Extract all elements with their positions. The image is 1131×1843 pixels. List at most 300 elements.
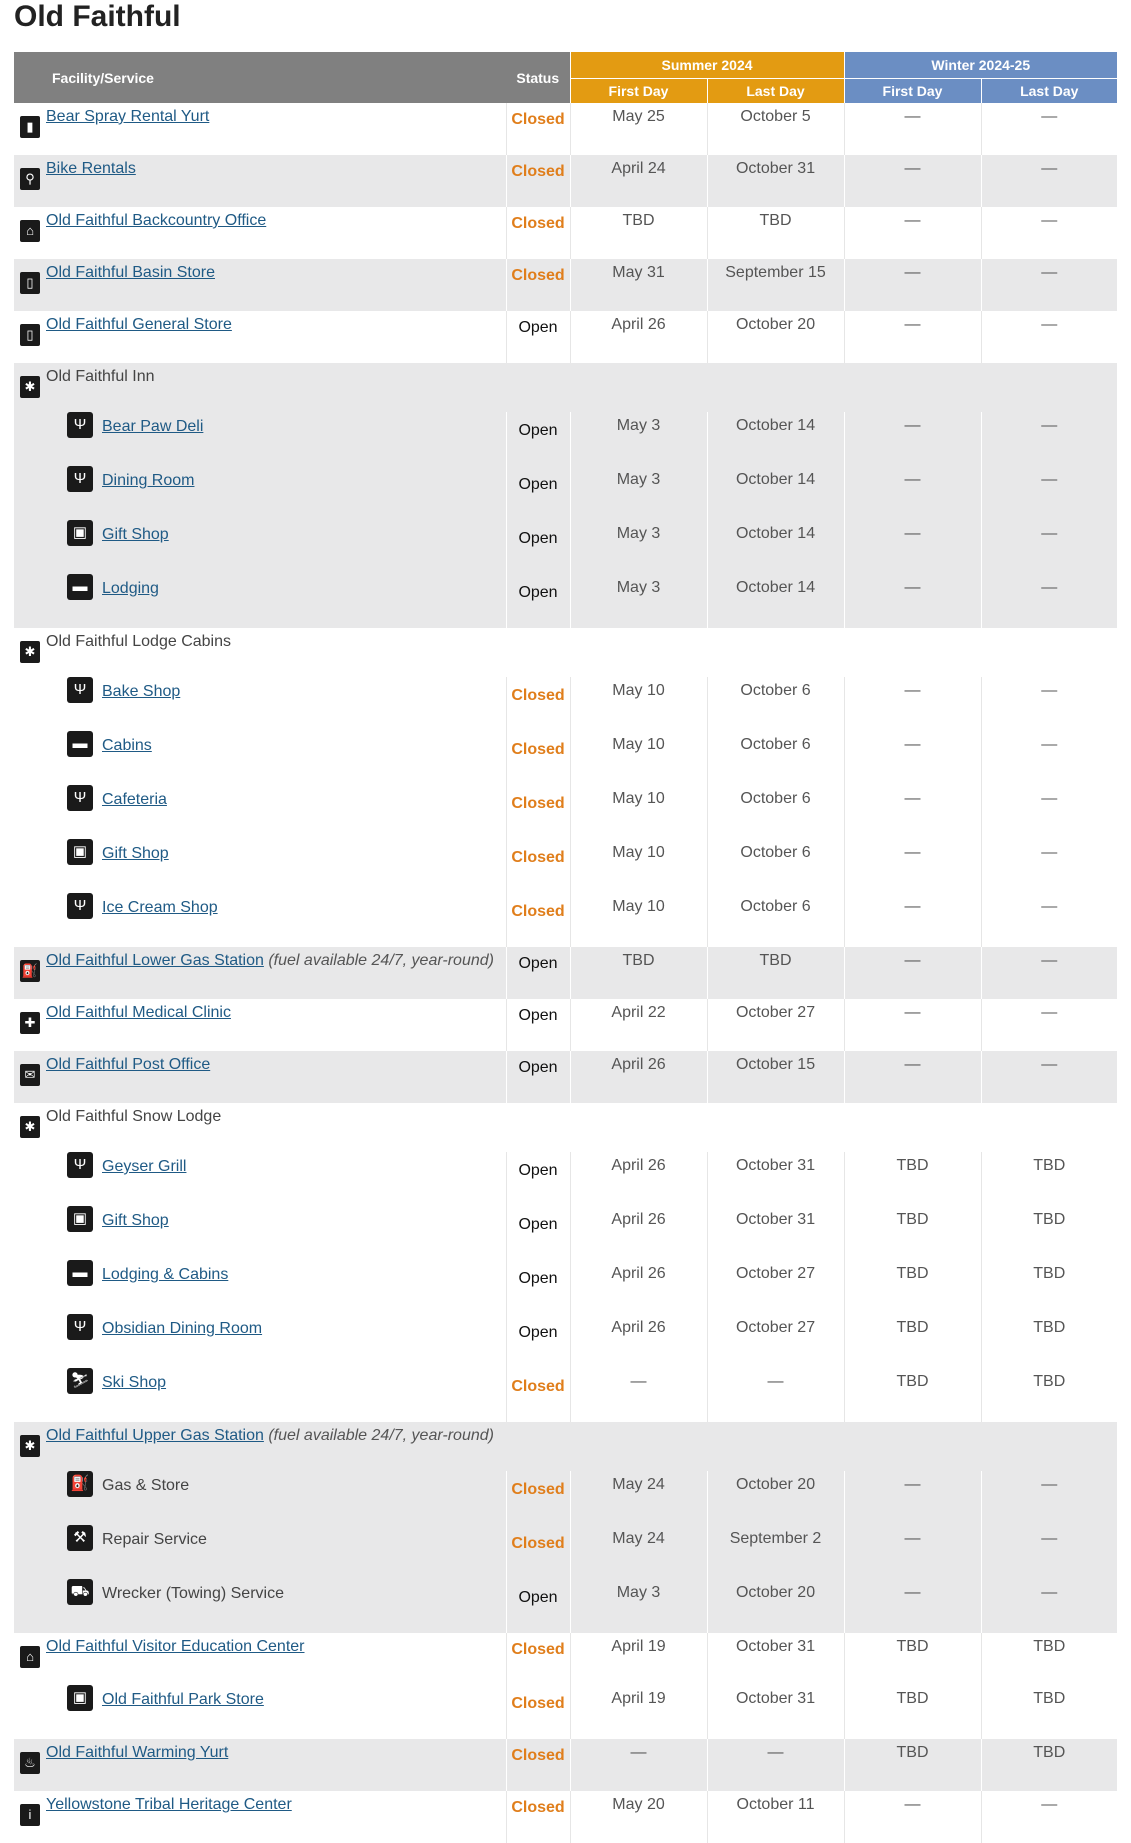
status-badge: Open: [518, 1007, 558, 1024]
facility-name-cell: [46, 1314, 506, 1368]
winter-last-day-cell: —: [981, 785, 1117, 839]
facility-name-cell: [46, 1103, 1117, 1152]
status-badge: Closed: [511, 267, 565, 284]
store-icon: ▯: [20, 324, 40, 346]
summer-first-day-cell: April 19: [570, 1685, 707, 1739]
icon-cell: [14, 1152, 46, 1206]
summer-first-day-cell: May 3: [570, 1579, 707, 1633]
winter-last-day-cell: —: [981, 520, 1117, 574]
lodging-icon: ▬: [67, 731, 93, 757]
summer-first-day-cell: TBD: [570, 947, 707, 999]
winter-last-day-cell: —: [981, 412, 1117, 466]
table-row: [14, 1633, 1117, 1685]
sub-facility: [14, 839, 506, 865]
summer-last-day-cell: October 27: [707, 999, 844, 1051]
status-cell: [506, 785, 570, 839]
restaurant-icon: Ψ: [67, 785, 93, 811]
facility-name-cell: [46, 1791, 506, 1843]
restaurant-icon: Ψ: [67, 1152, 93, 1178]
status-cell: [506, 1206, 570, 1260]
winter-first-day-cell: TBD: [844, 1260, 981, 1314]
tow-truck-icon: ⛟: [67, 1579, 93, 1605]
facility-name-cell: [46, 731, 506, 785]
winter-last-day-cell: TBD: [981, 1368, 1117, 1422]
summer-last-day-cell: September 2: [707, 1525, 844, 1579]
status-cell: [506, 677, 570, 731]
facility-link[interactable]: Old Faithful General Store: [46, 316, 232, 333]
summer-last-day-cell: October 6: [707, 785, 844, 839]
icon-cell: [14, 466, 46, 520]
facility-link[interactable]: Cabins: [102, 737, 152, 755]
status-badge: Closed: [511, 1747, 565, 1764]
status-badge: Open: [518, 422, 558, 439]
summer-last-day-cell: October 11: [707, 1791, 844, 1843]
winter-first-day-cell: —: [844, 677, 981, 731]
summer-last-day-cell: October 31: [707, 1206, 844, 1260]
facility-name-cell: [46, 999, 506, 1051]
status-cell: [506, 1471, 570, 1525]
status-badge: Closed: [511, 215, 565, 232]
facility-name-cell: [46, 574, 506, 628]
summer-first-day-cell: April 26: [570, 1314, 707, 1368]
sub-facility: [14, 1368, 506, 1394]
facility-name-cell: [46, 412, 506, 466]
summer-last-day-cell: October 14: [707, 520, 844, 574]
lodging-icon: ▬: [67, 574, 93, 600]
header-summer: Summer 2024: [570, 52, 844, 79]
table-row: [14, 1471, 1117, 1525]
status-badge: Open: [518, 584, 558, 601]
icon-cell: [14, 1579, 46, 1633]
sub-facility: [14, 893, 506, 919]
winter-last-day-cell: —: [981, 311, 1117, 363]
summer-last-day-cell: October 6: [707, 677, 844, 731]
table-row: [14, 893, 1117, 947]
sub-facility: [14, 574, 506, 600]
winter-last-day-cell: —: [981, 103, 1117, 155]
summer-first-day-cell: May 10: [570, 731, 707, 785]
facility-link[interactable]: Lodging & Cabins: [102, 1266, 229, 1284]
winter-first-day-cell: —: [844, 893, 981, 947]
winter-first-day-cell: —: [844, 259, 981, 311]
summer-first-day-cell: TBD: [570, 207, 707, 259]
status-cell: [506, 1739, 570, 1791]
header-winter: Winter 2024-25: [844, 52, 1117, 79]
facility-name-cell: [46, 466, 506, 520]
icon-cell: [14, 731, 46, 785]
summer-last-day-cell: October 5: [707, 103, 844, 155]
facility-name-cell: [46, 785, 506, 839]
table-row: [14, 1206, 1117, 1260]
summer-first-day-cell: May 3: [570, 574, 707, 628]
winter-last-day-cell: —: [981, 731, 1117, 785]
status-cell: [506, 999, 570, 1051]
icon-cell: [14, 1633, 46, 1685]
facility-link[interactable]: Old Faithful Medical Clinic: [46, 1004, 231, 1021]
table-row: [14, 947, 1117, 999]
icon-cell: [14, 1368, 46, 1422]
facility-name-cell: [46, 1206, 506, 1260]
status-cell: [506, 1152, 570, 1206]
facility-note: (fuel available 24/7, year-round): [268, 952, 494, 969]
facility-name-cell: [46, 628, 1117, 677]
facility-name-cell: [46, 893, 506, 947]
summer-first-day-cell: May 10: [570, 677, 707, 731]
summer-last-day-cell: TBD: [707, 207, 844, 259]
multiple-services-icon: ✱: [20, 641, 40, 663]
facility-name-cell: [46, 207, 506, 259]
facility-name-cell: [46, 259, 506, 311]
sub-facility: [14, 1525, 506, 1551]
status-cell: [506, 207, 570, 259]
summer-last-day-cell: October 6: [707, 839, 844, 893]
icon-cell: [14, 520, 46, 574]
facility-label: Wrecker (Towing) Service: [102, 1585, 284, 1603]
store-icon: ▯: [20, 272, 40, 294]
table-body: [14, 103, 1117, 1843]
sub-facility: [14, 677, 506, 703]
summer-last-day-cell: October 27: [707, 1314, 844, 1368]
status-badge: Open: [518, 955, 558, 972]
icon-cell: [14, 947, 46, 999]
restaurant-icon: Ψ: [67, 677, 93, 703]
summer-first-day-cell: May 24: [570, 1525, 707, 1579]
icon-cell: [14, 1206, 46, 1260]
status-badge: Open: [518, 1324, 558, 1341]
summer-last-day-cell: October 31: [707, 1685, 844, 1739]
icon-cell: [14, 259, 46, 311]
status-badge: Open: [518, 1059, 558, 1076]
icon-cell: [14, 677, 46, 731]
winter-last-day-cell: —: [981, 999, 1117, 1051]
summer-first-day-cell: April 19: [570, 1633, 707, 1685]
table-row: [14, 574, 1117, 628]
facility-name-cell: [46, 520, 506, 574]
winter-last-day-cell: TBD: [981, 1260, 1117, 1314]
status-cell: [506, 1791, 570, 1843]
winter-first-day-cell: —: [844, 412, 981, 466]
winter-last-day-cell: —: [981, 1525, 1117, 1579]
facility-name-cell: [46, 1685, 506, 1739]
status-badge: Closed: [511, 903, 565, 920]
icon-cell: [14, 311, 46, 363]
facility-link[interactable]: Old Faithful Basin Store: [46, 264, 215, 281]
header-summer-first-day: First Day: [570, 79, 707, 104]
icon-cell: [14, 628, 46, 677]
header-summer-last-day: Last Day: [707, 79, 844, 104]
facility-name-cell: [46, 839, 506, 893]
winter-last-day-cell: —: [981, 207, 1117, 259]
table-row: [14, 677, 1117, 731]
status-cell: [506, 893, 570, 947]
status-cell: [506, 1260, 570, 1314]
restaurant-icon: Ψ: [67, 893, 93, 919]
multiple-services-icon: ✱: [20, 376, 40, 398]
table-row: [14, 363, 1117, 412]
summer-last-day-cell: October 20: [707, 1579, 844, 1633]
page-title: Old Faithful: [14, 0, 181, 33]
summer-first-day-cell: May 24: [570, 1471, 707, 1525]
summer-first-day-cell: May 20: [570, 1791, 707, 1843]
visitor-center-icon: ⌂: [20, 1646, 40, 1668]
winter-last-day-cell: —: [981, 155, 1117, 207]
facility-name-cell: [46, 311, 506, 363]
status-badge: Open: [518, 319, 558, 336]
winter-first-day-cell: —: [844, 999, 981, 1051]
facility-link[interactable]: Dining Room: [102, 472, 195, 490]
status-badge: Closed: [511, 1481, 565, 1498]
winter-first-day-cell: —: [844, 574, 981, 628]
wrench-icon: ⚒: [67, 1525, 93, 1551]
facility-link[interactable]: Gift Shop: [102, 845, 169, 863]
sub-facility: [14, 412, 506, 438]
winter-first-day-cell: TBD: [844, 1152, 981, 1206]
facility-link[interactable]: Old Faithful Post Office: [46, 1056, 211, 1073]
facility-link[interactable]: Bake Shop: [102, 683, 181, 701]
facility-link[interactable]: Bear Paw Deli: [102, 418, 204, 436]
gift-shop-icon: ▣: [67, 520, 93, 546]
winter-last-day-cell: —: [981, 259, 1117, 311]
bicycle-icon: ⚲: [20, 168, 40, 190]
status-badge: Open: [518, 476, 558, 493]
winter-first-day-cell: TBD: [844, 1633, 981, 1685]
sub-facility: [14, 1206, 506, 1232]
sub-facility: [14, 785, 506, 811]
facility-link[interactable]: Bike Rentals: [46, 160, 136, 177]
status-badge: Open: [518, 1589, 558, 1606]
status-badge: Open: [518, 1162, 558, 1179]
table-row: [14, 311, 1117, 363]
table-row: [14, 999, 1117, 1051]
table-row: [14, 520, 1117, 574]
table-row: [14, 1051, 1117, 1103]
facility-link[interactable]: Old Faithful Backcountry Office: [46, 212, 267, 229]
sub-facility: [14, 1685, 506, 1711]
status-badge: Closed: [511, 1378, 565, 1395]
summer-last-day-cell: October 27: [707, 1260, 844, 1314]
summer-first-day-cell: May 3: [570, 412, 707, 466]
facility-link[interactable]: Bear Spray Rental Yurt: [46, 108, 210, 125]
facility-link[interactable]: Old Faithful Upper Gas Station: [46, 1427, 264, 1444]
facility-link[interactable]: Cafeteria: [102, 791, 167, 809]
summer-last-day-cell: TBD: [707, 947, 844, 999]
facility-link[interactable]: Ice Cream Shop: [102, 899, 218, 917]
facility-name-cell: [46, 1471, 506, 1525]
summer-first-day-cell: —: [570, 1739, 707, 1791]
icon-cell: [14, 1791, 46, 1843]
status-cell: [506, 1685, 570, 1739]
summer-first-day-cell: April 26: [570, 1206, 707, 1260]
summer-first-day-cell: May 31: [570, 259, 707, 311]
facility-name-cell: [46, 1739, 506, 1791]
winter-first-day-cell: —: [844, 466, 981, 520]
summer-first-day-cell: May 10: [570, 893, 707, 947]
status-cell: [506, 1579, 570, 1633]
table-row: [14, 1525, 1117, 1579]
status-cell: [506, 1051, 570, 1103]
icon-cell: [14, 893, 46, 947]
icon-cell: [14, 1422, 46, 1471]
winter-first-day-cell: —: [844, 103, 981, 155]
sub-facility: [14, 1260, 506, 1286]
winter-first-day-cell: —: [844, 785, 981, 839]
post-office-icon: ✉: [20, 1064, 40, 1086]
facility-label: Old Faithful Lodge Cabins: [46, 633, 231, 650]
status-badge: Closed: [511, 1535, 565, 1552]
gas-station-icon: ⛽: [20, 960, 40, 982]
fire-extinguisher-icon: ▮: [20, 116, 40, 138]
facility-label: Repair Service: [102, 1531, 207, 1549]
winter-first-day-cell: TBD: [844, 1368, 981, 1422]
gift-shop-icon: ▣: [67, 839, 93, 865]
winter-last-day-cell: TBD: [981, 1206, 1117, 1260]
winter-last-day-cell: —: [981, 677, 1117, 731]
icon-cell: [14, 103, 46, 155]
icon-cell: [14, 1260, 46, 1314]
table-row: [14, 1314, 1117, 1368]
information-icon: i: [20, 1804, 40, 1826]
summer-first-day-cell: May 3: [570, 466, 707, 520]
multiple-services-icon: ✱: [20, 1435, 40, 1457]
winter-first-day-cell: TBD: [844, 1685, 981, 1739]
winter-last-day-cell: —: [981, 893, 1117, 947]
winter-first-day-cell: —: [844, 1051, 981, 1103]
status-cell: [506, 1525, 570, 1579]
status-cell: [506, 155, 570, 207]
status-cell: [506, 947, 570, 999]
restaurant-icon: Ψ: [67, 466, 93, 492]
winter-first-day-cell: —: [844, 1579, 981, 1633]
winter-last-day-cell: —: [981, 466, 1117, 520]
winter-first-day-cell: —: [844, 947, 981, 999]
summer-last-day-cell: October 31: [707, 1633, 844, 1685]
summer-last-day-cell: October 6: [707, 893, 844, 947]
summer-first-day-cell: April 22: [570, 999, 707, 1051]
facility-link[interactable]: Gift Shop: [102, 526, 169, 544]
status-cell: [506, 1314, 570, 1368]
winter-last-day-cell: —: [981, 839, 1117, 893]
gift-shop-icon: ▣: [67, 1206, 93, 1232]
table-row: [14, 466, 1117, 520]
table-row: [14, 1152, 1117, 1206]
restaurant-icon: Ψ: [67, 1314, 93, 1340]
table-row: [14, 1791, 1117, 1843]
status-badge: Closed: [511, 163, 565, 180]
status-badge: Closed: [511, 687, 565, 704]
status-badge: Closed: [511, 1799, 565, 1816]
status-badge: Closed: [511, 741, 565, 758]
facility-link[interactable]: Old Faithful Lower Gas Station: [46, 952, 264, 969]
winter-last-day-cell: —: [981, 1579, 1117, 1633]
facility-link[interactable]: Gift Shop: [102, 1212, 169, 1230]
icon-cell: [14, 1525, 46, 1579]
status-badge: Open: [518, 530, 558, 547]
facility-name-cell: [46, 363, 1117, 412]
winter-first-day-cell: —: [844, 311, 981, 363]
facility-link[interactable]: Old Faithful Visitor Education Center: [46, 1638, 305, 1655]
icon-cell: [14, 155, 46, 207]
warming-hut-icon: ♨: [20, 1752, 40, 1774]
sub-facility: [14, 520, 506, 546]
table-row: [14, 731, 1117, 785]
icon-cell: [14, 1103, 46, 1152]
summer-last-day-cell: October 20: [707, 1471, 844, 1525]
status-badge: Closed: [511, 795, 565, 812]
gift-shop-icon: ▣: [67, 1685, 93, 1711]
table-row: [14, 1579, 1117, 1633]
icon-cell: [14, 839, 46, 893]
facility-name-cell: [46, 1368, 506, 1422]
facility-link[interactable]: Obsidian Dining Room: [102, 1320, 263, 1338]
icon-cell: [14, 1051, 46, 1103]
winter-first-day-cell: —: [844, 1471, 981, 1525]
winter-first-day-cell: —: [844, 207, 981, 259]
table-row: [14, 628, 1117, 677]
icon-cell: [14, 1739, 46, 1791]
summer-first-day-cell: —: [570, 1368, 707, 1422]
summer-last-day-cell: September 15: [707, 259, 844, 311]
facility-link[interactable]: Lodging: [102, 580, 159, 598]
status-cell: [506, 839, 570, 893]
facility-link[interactable]: Old Faithful Park Store: [102, 1691, 264, 1709]
facility-label: Old Faithful Snow Lodge: [46, 1108, 222, 1125]
status-badge: Closed: [511, 849, 565, 866]
facility-name-cell: [46, 155, 506, 207]
facility-name-cell: [46, 1525, 506, 1579]
sub-facility: [14, 1152, 506, 1178]
winter-first-day-cell: TBD: [844, 1314, 981, 1368]
status-cell: [506, 259, 570, 311]
summer-last-day-cell: October 15: [707, 1051, 844, 1103]
table-row: [14, 1103, 1117, 1152]
sub-facility: [14, 1314, 506, 1340]
winter-first-day-cell: TBD: [844, 1739, 981, 1791]
winter-last-day-cell: —: [981, 1051, 1117, 1103]
ski-icon: ⛷: [67, 1368, 93, 1394]
summer-last-day-cell: —: [707, 1739, 844, 1791]
first-aid-icon: ✚: [20, 1012, 40, 1034]
winter-first-day-cell: TBD: [844, 1206, 981, 1260]
facility-note: (fuel available 24/7, year-round): [268, 1427, 494, 1444]
status-badge: Closed: [511, 111, 565, 128]
facility-link[interactable]: Ski Shop: [102, 1374, 167, 1392]
table-row: [14, 1422, 1117, 1471]
icon-cell: [14, 412, 46, 466]
status-badge: Closed: [511, 1695, 565, 1712]
summer-last-day-cell: —: [707, 1368, 844, 1422]
status-cell: [506, 574, 570, 628]
status-badge: Closed: [511, 1641, 565, 1658]
winter-last-day-cell: —: [981, 574, 1117, 628]
summer-last-day-cell: October 31: [707, 155, 844, 207]
status-cell: [506, 466, 570, 520]
facility-link[interactable]: Yellowstone Tribal Heritage Center: [46, 1796, 292, 1813]
table-row: [14, 1739, 1117, 1791]
winter-first-day-cell: —: [844, 155, 981, 207]
summer-first-day-cell: April 24: [570, 155, 707, 207]
summer-last-day-cell: October 31: [707, 1152, 844, 1206]
status-badge: Open: [518, 1270, 558, 1287]
status-cell: [506, 103, 570, 155]
table-row: [14, 155, 1117, 207]
summer-last-day-cell: October 6: [707, 731, 844, 785]
facility-link[interactable]: Geyser Grill: [102, 1158, 187, 1176]
winter-last-day-cell: TBD: [981, 1685, 1117, 1739]
status-cell: [506, 520, 570, 574]
facility-link[interactable]: Old Faithful Warming Yurt: [46, 1744, 229, 1761]
summer-first-day-cell: April 26: [570, 1051, 707, 1103]
icon-cell: [14, 1685, 46, 1739]
